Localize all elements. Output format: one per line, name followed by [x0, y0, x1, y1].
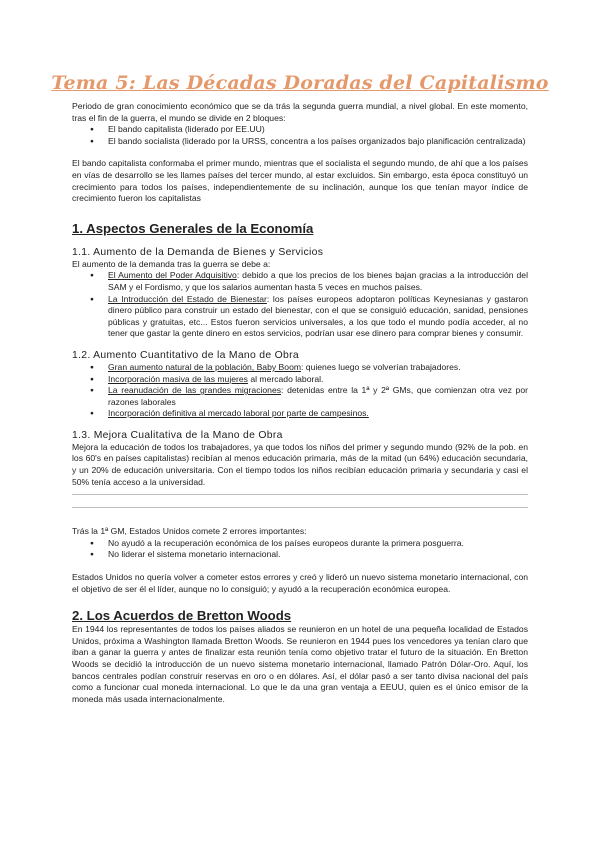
errors-paragraph: Estados Unidos no quería volver a cometer estos errores y creó y lideró un nuevo sistema monetario internacional, con el objetivo de ser él el líder, aunque no lo consiguió; y ayudó a la recuperación económica europea. [72, 572, 528, 594]
subsection-heading-1-1: 1.1. Aumento de la Demanda de Bienes y Servicios [72, 246, 324, 258]
errors-list [72, 538, 528, 561]
errors-lead: Trás la 1ª GM, Estados Unidos comete 2 errores importantes: [72, 526, 307, 537]
blocs-list [72, 124, 528, 147]
workforce-list [72, 362, 528, 420]
subsection-heading-1-3: 1.3. Mejora Cualitativa de la Mano de Obra [72, 429, 283, 441]
list-item [72, 385, 528, 408]
list-item [72, 408, 528, 420]
item-key: La reanudación de las grandes migraciones [108, 385, 282, 396]
list-item: ● El bando capitalista (liderado por EE.UU) [72, 124, 528, 136]
bretton-woods-paragraph: En 1944 los representantes de todos los países aliados se reunieron en un hotel de una pequeña localidad de Estados Unidos, próxima a Washington llamada Bretton Woods. Se reunieron en 1944 pues los vencedores ya tenían claro que iban a ganar la guerra y antes de finalizar esta reunión tenía como objetivo tratar el futuro de la situación. En Bretton Woods se decidió la introducción de un nuevo sistema monetario internacional, llamado Patrón Dólar-Oro. Aquí, los bancos centrales podían construir reservas en oro o en dólares. Así, el dólar pasó a ser tanto divisa nacional del país como a funcionar cual moneda internacional. Lo que le da una gran ventaja a EEUU, quien es el único emisor de la moneda más usada internacionalmente. [72, 624, 528, 704]
item-text: : quienes luego se volverían trabajadores. [301, 361, 461, 372]
list-item [72, 294, 528, 340]
list-item: ● El bando socialista (liderado por la URSS, concentra a los países organizados bajo planificación centralizada) [72, 136, 528, 148]
intro-paragraph: Periodo de gran conocimiento económico que se da trás la segunda guerra mundial, a nivel global. En este momento, tras el fin de la guerra, el mundo se divide en 2 bloques: [72, 101, 528, 123]
subsection-heading-1-2: 1.2. Aumento Cuantitativo de la Mano de Obra [72, 349, 299, 361]
item-key: Gran aumento natural de la población, Baby Boom [108, 361, 302, 372]
list-item: ● No liderar el sistema monetario internacional. [72, 549, 528, 561]
document-title: Tema 5: Las Décadas Doradas del Capitalismo [51, 72, 549, 94]
document-body [72, 101, 528, 705]
item-key: Incorporación masiva de las mujeres [108, 373, 248, 384]
section-heading-2: 2. Los Acuerdos de Bretton Woods [72, 608, 292, 624]
divider-line [72, 494, 528, 495]
education-paragraph: Mejora la educación de todos los trabajadores, ya que todos los niños del primer y segundo mundo (92% de la pob. en los 60's en países capitalistas) recibían al menos educación primaria, más de la mitad (un 64%) educación secundaria, y un 20% de educación universitaria. Con el tiempo todos los niños recibían educación primaria y secundaria y casi el 50% tenía acceso a la universidad. [72, 441, 528, 487]
item-text: al mercado laboral. [247, 373, 324, 384]
divider-line [72, 507, 528, 508]
item-key: Incorporación definitiva al mercado laboral por parte de campesinos. [108, 408, 369, 419]
list-item [72, 270, 528, 293]
section-heading-1: 1. Aspectos Generales de la Economía [72, 220, 314, 236]
item-key: El Aumento del Poder Adquisitivo [108, 270, 237, 281]
item-text: : los países europeos adoptaron políticas Keynesianas y gastaron dinero público para construir un estado del bienestar, con el que se consiguió educación, sanidad, pensiones públicas y gratuitas, etc... Estos fueron servicios universales, a los que todo el mundo podía acceder, al no tener que gastar la gente dinero en estos servicios, podrían usar ese dinero para comprar bienes y consumir. [108, 293, 528, 339]
item-text: : debido a que los precios de los bienes bajan gracias a la introducción del SAM y el Fordismo, y que los salarios aumentan hasta 5 veces en muchos países. [108, 270, 528, 292]
item-key: La Introducción del Estado de Bienestar [108, 293, 267, 304]
list-item [72, 374, 528, 386]
item-text: : detenidas entre la 1ª y 2ª GMs, que comienzan otra vez por razones laborales [108, 385, 528, 407]
demand-list [72, 270, 528, 340]
intro-paragraph-2: El bando capitalista conformaba el primer mundo, mientras que el socialista el segundo mundo, de ahí que a los países en vías de desarrollo se les llames países del tercer mundo, al estar excluidos. Sin embargo, esta época constituyó un crecimiento para todos los países, independientemente de su inclinación, aunque los que tenían mayor índice de crecimiento fueron los capitalistas [72, 158, 528, 204]
list-item: ● No ayudó a la recuperación económica de los países europeos durante la primera posguerra. [72, 538, 528, 550]
subsection-lead: El aumento de la demanda tras la guerra se debe a: [72, 258, 271, 269]
list-item [72, 362, 528, 374]
